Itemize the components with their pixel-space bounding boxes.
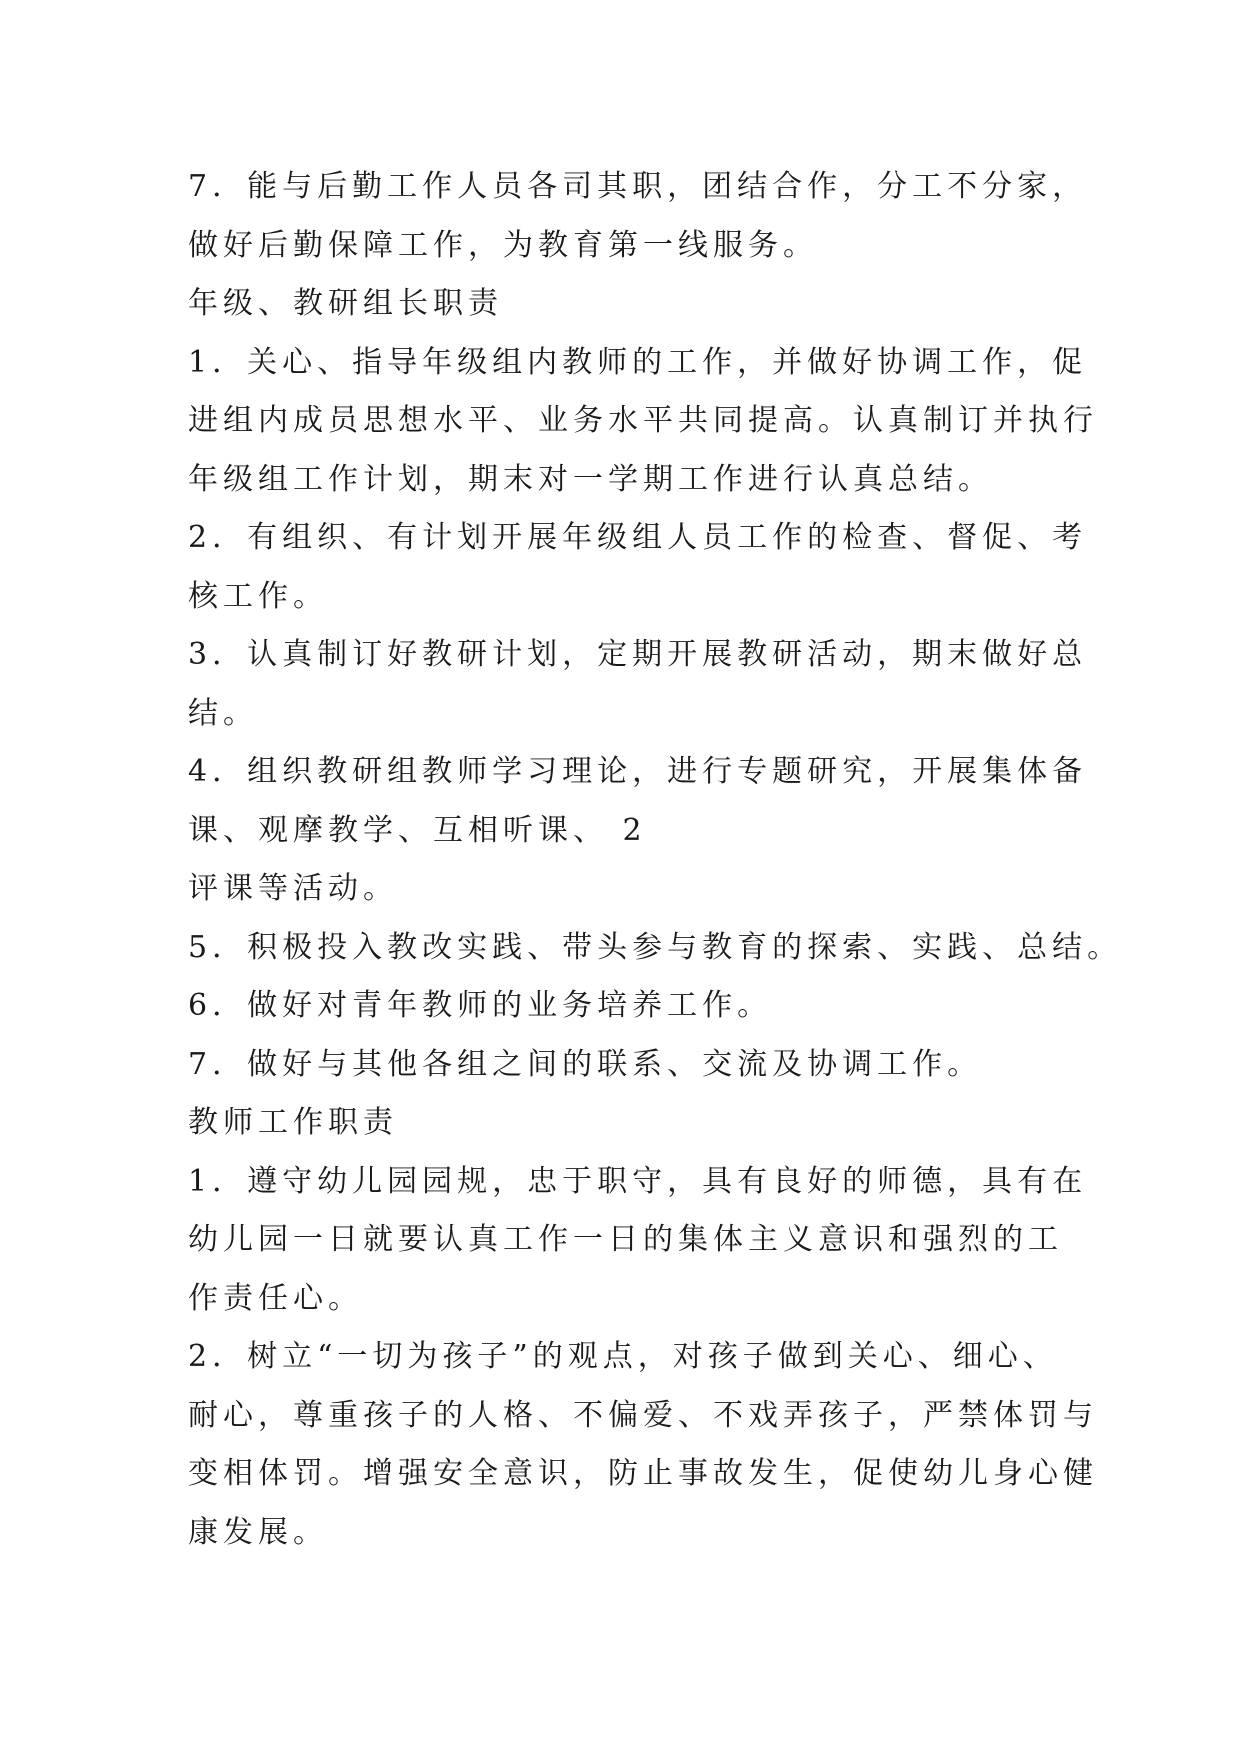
text-line: 变相体罚。增强安全意识，防止事故发生，促使幼儿身心健 <box>188 1456 1098 1491</box>
text-line: 7．能与后勤工作人员各司其职，团结合作，分工不分家， <box>188 169 1088 204</box>
text-line: 幼儿园一日就要认真工作一日的集体主义意识和强烈的工 <box>188 1222 1063 1257</box>
text-line: 3．认真制订好教研计划，定期开展教研活动，期末做好总 <box>188 637 1088 672</box>
text-line: 结。 <box>188 695 258 731</box>
text-line: 5．积极投入教改实践、带头参与教育的探索、实践、总结。 <box>188 929 1123 965</box>
text-line: 核工作。 <box>188 578 328 614</box>
section-heading: 年级、教研组长职责 <box>188 286 503 321</box>
text-line: 1．遵守幼儿园园规，忠于职守，具有良好的师德，具有在 <box>188 1163 1088 1199</box>
text-line: 耐心，尊重孩子的人格、不偏爱、不戏弄孩子，严禁体罚与 <box>188 1397 1098 1433</box>
section-heading: 教师工作职责 <box>188 1105 398 1140</box>
text-line: 2．树立“一切为孩子”的观点，对孩子做到关心、细心、 <box>188 1339 1058 1374</box>
text-line: 课、观摩教学、互相听课、 2 <box>188 812 647 848</box>
text-line: 康发展。 <box>188 1514 328 1550</box>
text-line: 评课等活动。 <box>188 871 398 906</box>
text-line: 年级组工作计划，期末对一学期工作进行认真总结。 <box>188 461 993 497</box>
text-line: 7．做好与其他各组之间的联系、交流及协调工作。 <box>188 1046 983 1082</box>
text-line: 2．有组织、有计划开展年级组人员工作的检查、督促、考 <box>188 520 1088 555</box>
text-line: 6．做好对青年教师的业务培养工作。 <box>188 988 773 1023</box>
text-line: 进组内成员思想水平、业务水平共同提高。认真制订并执行 <box>188 403 1098 438</box>
document-body <box>188 158 1123 1562</box>
text-line: 作责任心。 <box>188 1280 363 1316</box>
text-line: 1．关心、指导年级组内教师的工作，并做好协调工作，促 <box>188 344 1088 380</box>
text-line: 4．组织教研组教师学习理论，进行专题研究，开展集体备 <box>188 754 1088 789</box>
text-line: 做好后勤保障工作，为教育第一线服务。 <box>188 227 818 263</box>
